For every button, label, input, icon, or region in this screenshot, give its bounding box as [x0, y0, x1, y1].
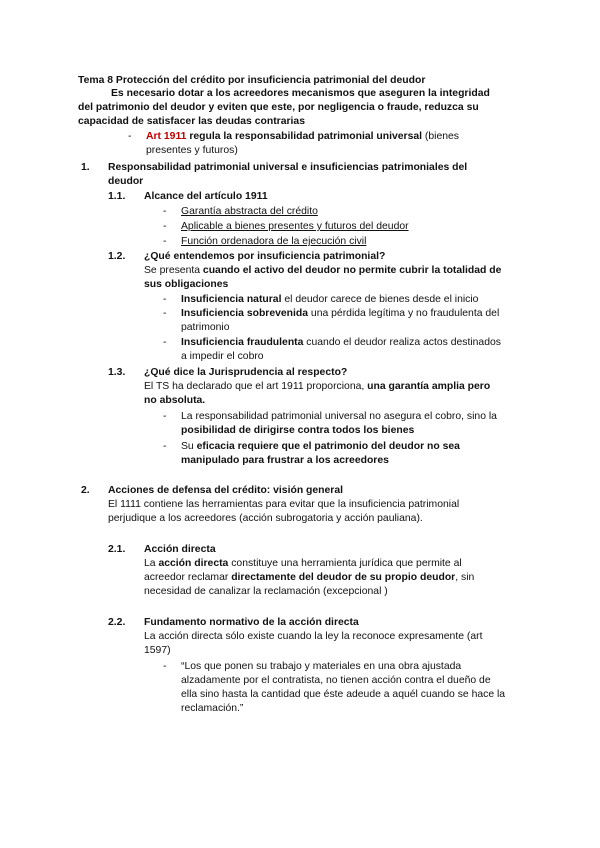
s12-item-3-rest: cuando el deudor realiza actos destinados: [303, 337, 501, 348]
s12-item-2-rest: una pérdida legítima y no fraudulenta del: [308, 308, 500, 319]
s13-item-2-b: eficacia requiere que el patrimonio del deudor no sea: [196, 441, 460, 452]
s22-line2: 1597): [144, 645, 171, 656]
s12-item-2-bold: Insuficiencia sobrevenida: [181, 308, 309, 319]
s12-text-b: cuando el activo del deudor no permite cubrir la totalidad de: [202, 265, 502, 276]
s21-l1-b: acción directa: [158, 558, 229, 569]
section-1-1-title: Alcance del artículo 1911: [144, 191, 268, 202]
bullet-dash: -: [163, 308, 167, 319]
s21-l2-c: , sin: [455, 572, 475, 583]
s21-line3: necesidad de canalizar la reclamación (excepcional ): [144, 586, 388, 597]
s11-item-3: Función ordenadora de la ejecución civil: [181, 236, 367, 247]
s2-text-line1: El 1111 contiene las herramientas para evitar que la insuficiencia patrimonial: [108, 499, 460, 510]
s13-text-line1: [144, 380, 490, 393]
s13-item-2-a: Su: [181, 441, 197, 452]
art1911-line2: presentes y futuros): [146, 145, 238, 156]
section-1-number: 1.: [81, 162, 90, 173]
section-1-2-title: ¿Qué entendemos por insuficiencia patrimonial?: [144, 251, 386, 262]
s22-line1: La acción directa sólo existe cuando la ley la reconoce expresamente (art: [144, 631, 483, 642]
bullet-dash: -: [163, 337, 167, 348]
s12-text-line2: sus obligaciones: [144, 279, 229, 290]
section-2-1-title: Acción directa: [144, 544, 216, 555]
s22-quote-line4: reclamación.”: [181, 703, 244, 714]
s21-line1: [144, 557, 462, 570]
intro-line-2: del patrimonio del deudor y eviten que este, por negligencia o fraude, reduzca su: [78, 102, 479, 113]
s12-item-1-rest: el deudor carece de bienes desde el inicio: [281, 294, 479, 305]
section-1-title-line1: Responsabilidad patrimonial universal e insuficiencias patrimoniales del: [108, 162, 468, 173]
s12-item-2-line2: patrimonio: [181, 322, 230, 333]
s13-text-a: El TS ha declarado que el art 1911 proporciona,: [144, 381, 368, 392]
section-2-number: 2.: [81, 485, 90, 496]
s13-item-2-line2: manipulado para frustrar a los acreedores: [181, 455, 389, 466]
s11-item-1: Garantía abstracta del crédito: [181, 206, 318, 217]
intro-line-3: capacidad de satisfacer las deudas contrarias: [78, 116, 305, 127]
section-1-3-number: 1.3.: [108, 367, 126, 378]
art1911-rest: (bienes: [422, 131, 459, 142]
section-2-2-title: Fundamento normativo de la acción directa: [144, 617, 359, 628]
document-title: Tema 8 Protección del crédito por insuficiencia patrimonial del deudor: [78, 75, 426, 86]
s12-item-3-line2: a impedir el cobro: [181, 351, 264, 362]
s21-line2: [144, 571, 474, 584]
s12-text-a: Se presenta: [144, 265, 203, 276]
bullet-dash: -: [163, 441, 167, 452]
art1911-bullet: [146, 130, 459, 143]
s13-item-2-line1: [181, 440, 460, 453]
bullet-dash: -: [128, 131, 132, 142]
section-1-3-title: ¿Qué dice la Jurisprudencia al respecto?: [144, 367, 348, 378]
section-2-title: Acciones de defensa del crédito: visión general: [108, 485, 344, 496]
s2-text-line2: perjudique a los acreedores (acción subrogatoria y acción pauliana).: [108, 513, 423, 524]
s21-l1-a: La: [144, 558, 159, 569]
intro-line-1: Es necesario dotar a los acreedores mecanismos que aseguren la integridad: [111, 88, 490, 99]
art1911-bold: regula la responsabilidad patrimonial universal: [186, 131, 423, 142]
s12-item-1: [181, 293, 478, 306]
section-1-2-number: 1.2.: [108, 251, 126, 262]
s22-quote-line1: “Los que ponen su trabajo y materiales en una obra ajustada: [181, 661, 462, 672]
bullet-dash: -: [163, 294, 167, 305]
section-2-2-number: 2.2.: [108, 617, 126, 628]
s11-item-2: Aplicable a bienes presentes y futuros del deudor: [181, 221, 409, 232]
s12-item-3-bold: Insuficiencia fraudulenta: [181, 337, 304, 348]
bullet-dash: -: [163, 206, 167, 217]
s12-item-2: [181, 307, 499, 320]
s22-quote-line3: ella sino hasta la cantidad que éste adeude a aquél cuando se hace la: [181, 689, 506, 700]
s21-l1-c: constituye una herramienta jurídica que permite al: [228, 558, 462, 569]
section-1-title-line2: deudor: [108, 176, 144, 187]
s13-item-1-line1: La responsabilidad patrimonial universal no asegura el cobro, sino la: [181, 411, 497, 422]
section-2-1-number: 2.1.: [108, 544, 126, 555]
s13-text-line2: no absoluta.: [144, 395, 206, 406]
bullet-dash: -: [163, 221, 167, 232]
s12-item-1-bold: Insuficiencia natural: [181, 294, 282, 305]
bullet-dash: -: [163, 661, 167, 672]
bullet-dash: -: [163, 236, 167, 247]
s13-item-1-line2: posibilidad de dirigirse contra todos los bienes: [181, 425, 415, 436]
s22-quote-line2: alzadamente por el contratista, no tienen acción contra el dueño de: [181, 675, 491, 686]
s21-l2-b: directamente del deudor de su propio deudor: [231, 572, 456, 583]
section-1-1-number: 1.1.: [108, 191, 126, 202]
art1911-label: Art 1911: [146, 131, 187, 142]
s12-text-line1: [144, 264, 501, 277]
s21-l2-a: acreedor reclamar: [144, 572, 232, 583]
s13-text-b: una garantía amplia pero: [367, 381, 491, 392]
s12-item-3: [181, 336, 501, 349]
bullet-dash: -: [163, 411, 167, 422]
